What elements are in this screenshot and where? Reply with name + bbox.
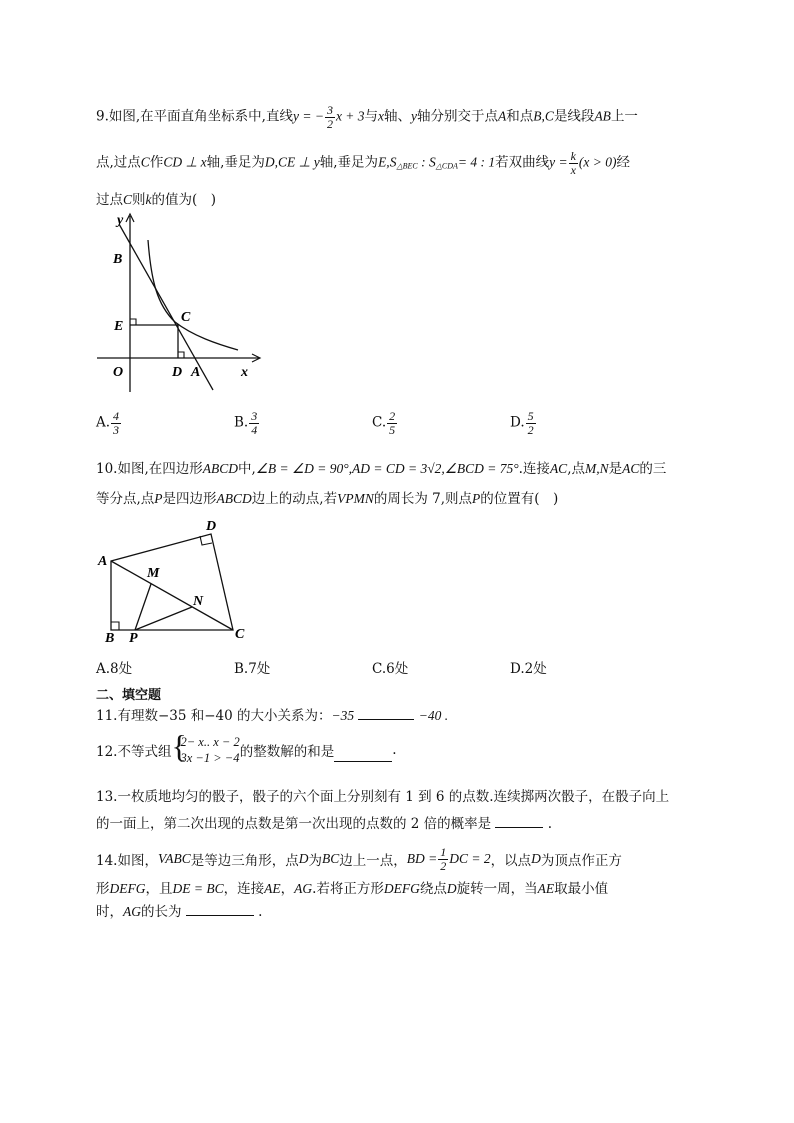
label-a: A [191,365,201,380]
q13-line2: 的一面上，第二次出现的点数是第一次出现的点数的 2 倍的概率是 . [96,816,553,832]
q9-option-b[interactable]: B. $\frac{3}{4}$ [234,409,258,437]
label-c: C [235,627,245,642]
diagonal-ac [111,561,233,630]
label-b: B [105,631,115,644]
right-angle-d [200,536,212,545]
q14-line2: 形DEFG，且DE = BC，连接AE，AG.若将正方形DEFG绕点D旋转一周，当AE取最小值 [96,881,609,897]
label-e: E [114,319,124,334]
segment-pn [135,607,192,630]
answer-blank[interactable] [495,815,543,828]
right-angle-d [178,352,184,358]
fraction: $\frac{3}{2}$ [326,103,333,131]
inequality-system: { 2− x.. x − 2 3x −1 > −4 [171,727,240,765]
q10-option-b[interactable]: B.7处 [234,661,271,677]
label-d: D [172,365,183,380]
answer-blank[interactable] [358,707,414,720]
label-p: P [129,631,138,644]
q9-option-d[interactable]: D. $\frac{5}{2}$ [510,409,534,437]
answer-blank[interactable] [334,749,392,762]
label-y: y [117,213,124,228]
q12: 12.不等式组 { 2− x.. x − 2 3x −1 > −4 的整数解的和是 . [96,727,397,765]
section-title: 二、填空题 [96,688,162,703]
label-n: N [193,594,204,609]
hyperbola-curve [148,240,238,350]
q14-line1: 14.如图， VABC 是等边三角形，点 D 为 BC 边上一点， BD = $\frac{1}{2}$ DC = 2 ，以点 D 为顶点作正方 [96,845,622,873]
label-c: C [181,310,191,325]
answer-blank[interactable] [186,903,254,916]
label-b: B [113,252,123,267]
q10-option-d[interactable]: D.2处 [510,661,547,677]
fraction: $\frac{1}{2}$ [440,845,447,873]
q9-figure [95,210,265,395]
q9-option-a[interactable]: A. $\frac{4}{3}$ [96,409,120,437]
q10-option-c[interactable]: C.6处 [372,661,409,677]
segment-pm [135,584,151,630]
label-a: A [98,554,108,569]
right-angle-b [111,622,119,630]
right-angle-e [130,319,136,325]
q10-line2: 等分点,点P是四边形ABCD边上的动点,若VPMN的周长为 7,则点P的位置有( ) [96,491,559,507]
q9-line2: 点,过点C作CD ⊥ x轴,垂足为D,CE ⊥ y轴,垂足为$E,S_{\triangle BEC}$ : $S_{\triangle CDA}= 4$ : 1若双曲线y = $\frac{k}{x}$ (x > 0)经 [96,149,630,177]
q13-line1: 13.一枚质地均匀的骰子，骰子的六个面上分别刻有 1 到 6 的点数.连续掷两次骰子，在骰子向上 [96,789,670,805]
q10-line1: 10.如图,在四边形ABCD中,∠B = ∠D = 90°,AD = CD = 3√2,∠BCD = 75°.连接AC,点M,N是AC的三 [96,461,667,477]
label-x: x [241,365,248,380]
label-o: O [113,365,124,380]
q9-option-c[interactable]: C. $\frac{2}{5}$ [372,409,396,437]
q9-line3: 过点C则k的值为( ) [96,192,217,208]
label-d: D [206,519,217,534]
fraction: $\frac{k}{x}$ [570,149,576,177]
label-m: M [147,566,160,581]
q10-option-a[interactable]: A.8处 [96,661,133,677]
q10-figure [95,518,255,644]
q9-line1: 9.如图,在平面直角坐标系中,直线y = − $\frac{3}{2}$ x + 3与x轴、y轴分别交于点A和点B,C是线段AB上一 [96,103,638,131]
q11: 11.有理数−35 和−40 的大小关系为：−35 −40 . [96,708,449,724]
q14-line3: 时，AG的长为 . [96,904,263,920]
